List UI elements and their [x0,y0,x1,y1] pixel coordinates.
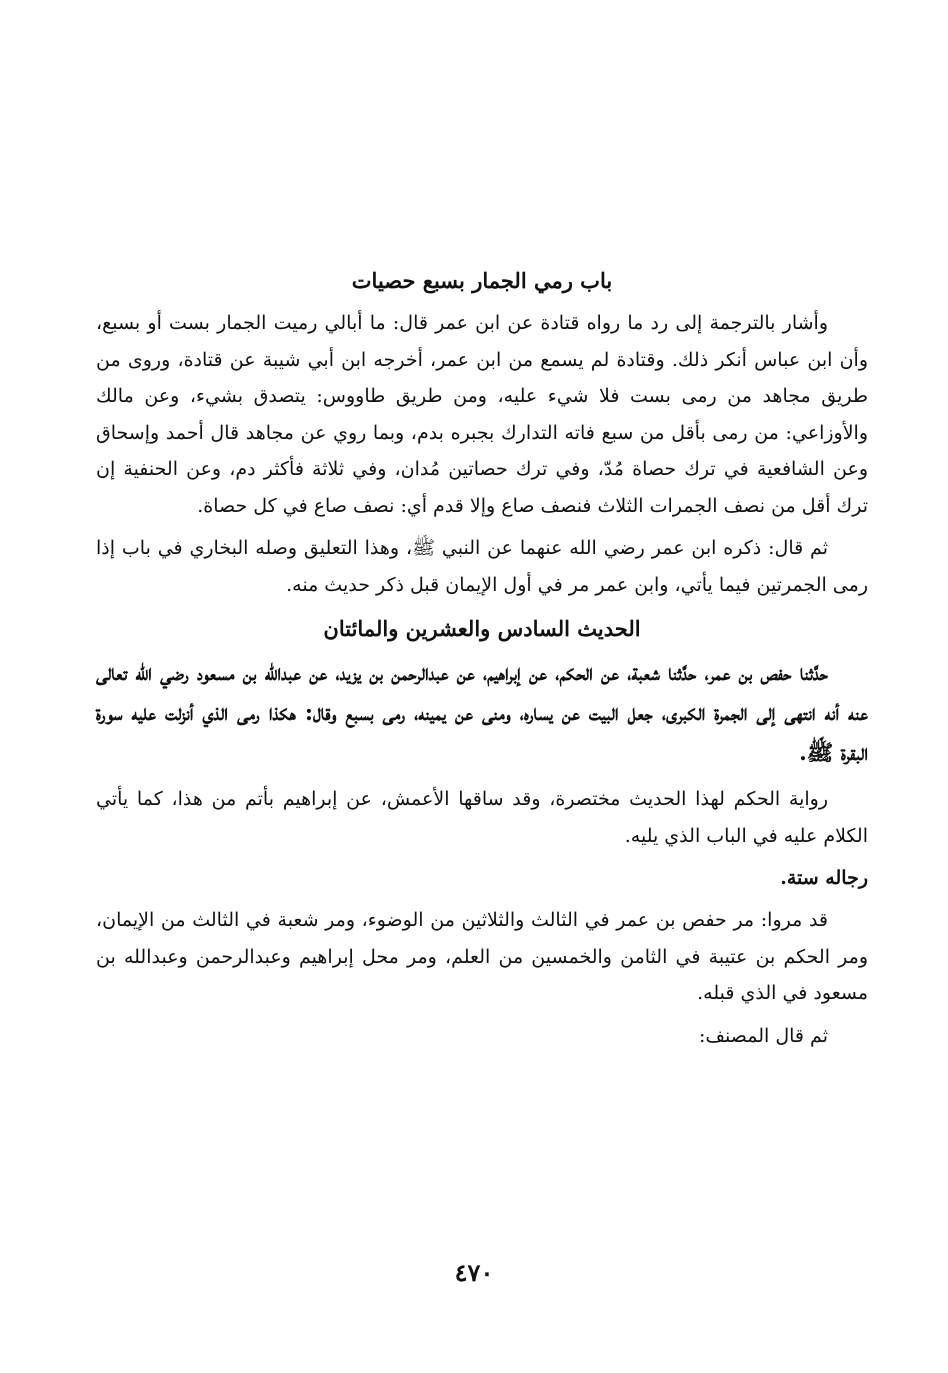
narrators-label: رجاله ستة. [780,867,868,889]
hadith-text: حدَّثنا حفص بن عمر، حدَّثنا شعبة، عن الحكم، عن إبراهيم، عن عبدالرحمن بن يزيد، عن عبدالله بن مسعود رضي الله تعالى عنه أنه انتهى إلى الجمرة الكبرى، جعل البيت عن يساره، ومنى عن يمينه، رمى بسبع وقال: هكذا رمى الذي أنزلت عليه سورة البقرة ﷺ. [96,660,868,766]
commentary-paragraph-2: ثم قال: ذكره ابن عمر رضي الله عنهما عن النبي ﷺ، وهذا التعليق وصله البخاري في باب إذا رمى الجمرتين فيما يأتي، وابن عمر مر في أول الإيمان قبل ذكر حديث منه. [96,537,868,596]
commentary-paragraph-3: رواية الحكم لهذا الحديث مختصرة، وقد ساقها الأعمش، عن إبراهيم بأتم من هذا، كما يأتي الكلام عليه في الباب الذي يليه. [96,788,868,847]
commentary-paragraph-1: وأشار بالترجمة إلى رد ما رواه قتادة عن ابن عمر قال: ما أبالي رميت الجمار بست أو بسبع، وأن ابن عباس أنكر ذلك. وقتادة لم يسمع من ابن عمر، أخرجه ابن أبي شيبة عن قتادة، وروى من طريق مجاهد من رمى بست فلا شيء عليه، ومن طريق طاووس: يتصدق بشيء، وعن مالك والأوزاعي: من رمى بأقل من سبع فاته التدارك بجبره بدم، وبما روي عن مجاهد قال أحمد وإسحاق وعن الشافعية في ترك حصاة مُدّ، وفي ترك حصاتين مُدان، وفي ثلاثة فأكثر دم، وعن الحنفية إن ترك أقل من نصف الجمرات الثلاث فنصف صاع وإلا قدم أي: نصف صاع في كل حصاة. [96,312,868,517]
commentary-paragraph-4: قد مروا: مر حفص بن عمر في الثالث والثلاثين من الوضوء، ومر شعبة في الثالث من الإيمان، ومر الحكم بن عتيبة في الثامن والخمسين من العلم، ومر محل إبراهيم وعبدالرحمن وعبدالله بن مسعود في الذي قبله. [96,909,868,1004]
commentary-paragraph-5: ثم قال المصنف: [698,1024,828,1047]
page-number: ٤٧٠ [454,1258,494,1287]
section-title-1: باب رمي الجمار بسبع حصيات [351,268,613,293]
section-title-2: الحديث السادس والعشرين والمائتان [323,616,641,641]
page-body [96,255,868,1060]
